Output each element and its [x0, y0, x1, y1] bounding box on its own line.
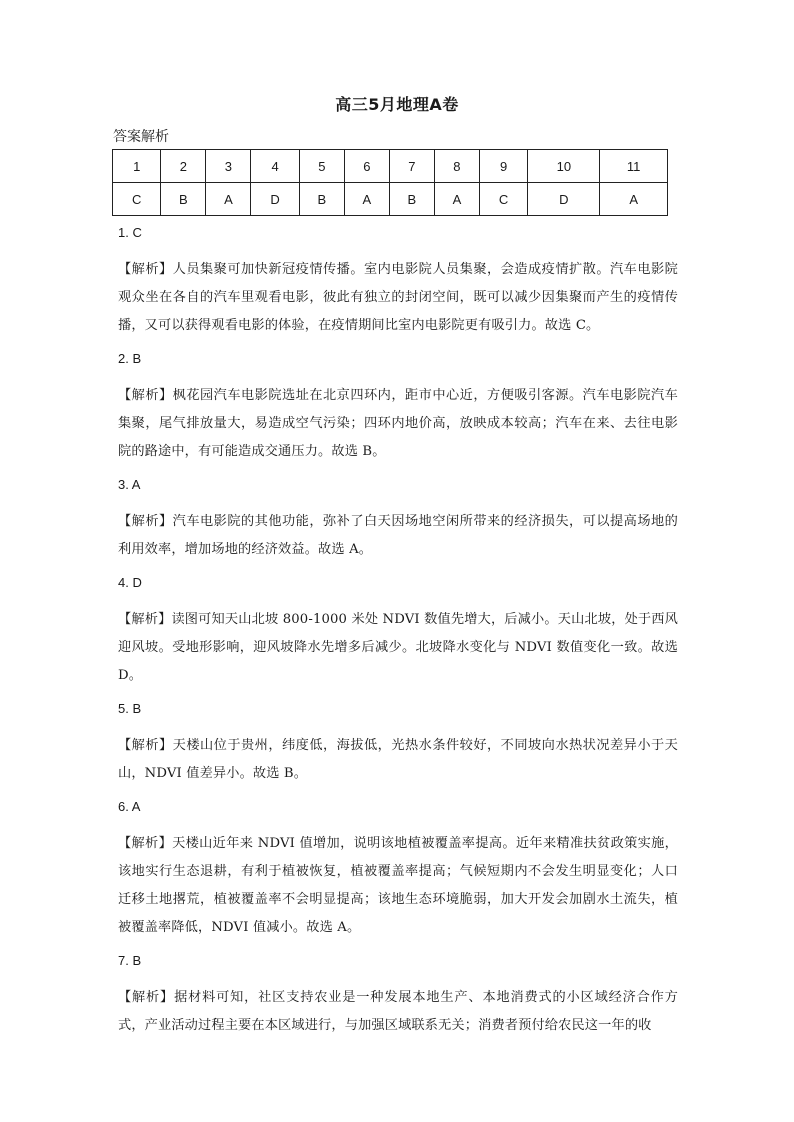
section-subtitle: 答案解析 [113, 129, 169, 145]
question-label: 3. A [118, 477, 141, 492]
question-number-cell: 8 [434, 150, 479, 183]
question-number-cell: 1 [113, 150, 161, 183]
explanations [118, 222, 678, 1048]
question-label: 7. B [118, 953, 142, 968]
question-number-cell: 11 [600, 150, 668, 183]
question-explanation: 【解析】读图可知天山北坡 800-1000 米处 NDVI 数值先增大，后减小。天山北坡，处于西风迎风坡。受地形影响，迎风坡降水先增多后减少。北坡降水变化与 NDVI 数值变化一致。故选 D。 [118, 612, 678, 683]
question-number-cell: 5 [299, 150, 344, 183]
question-number-cell: 9 [479, 150, 527, 183]
question-number-cell: 6 [344, 150, 389, 183]
answer-cell: A [344, 183, 389, 216]
question-explanation: 【解析】天楼山位于贵州，纬度低，海拔低，光热水条件较好，不同坡向水热状况差异小于天山，NDVI 值差异小。故选 B。 [118, 738, 678, 781]
answer-cell: B [299, 183, 344, 216]
answer-cell: A [434, 183, 479, 216]
question-explanation: 【解析】汽车电影院的其他功能，弥补了白天因场地空闲所带来的经济损失，可以提高场地的利用效率，增加场地的经济效益。故选 A。 [118, 514, 678, 557]
question-label: 4. D [118, 575, 142, 590]
answer-cell: B [389, 183, 434, 216]
question-explanation: 【解析】据材料可知，社区支持农业是一种发展本地生产、本地消费式的小区域经济合作方式，产业活动过程主要在本区域进行，与加强区域联系无关；消费者预付给农民这一年的收 [118, 990, 678, 1033]
answer-cell: A [600, 183, 668, 216]
answer-cell: A [206, 183, 251, 216]
answer-table-number-row [113, 150, 668, 183]
question-explanation: 【解析】人员集聚可加快新冠疫情传播。室内电影院人员集聚，会造成疫情扩散。汽车电影院观众坐在各自的汽车里观看电影，彼此有独立的封闭空间，既可以减少因集聚而产生的疫情传播，又可以获得观看电影的体验，在疫情期间比室内电影院更有吸引力。故选 C。 [118, 262, 678, 333]
question-number-cell: 10 [528, 150, 600, 183]
answer-table [112, 149, 668, 216]
answer-cell: C [479, 183, 527, 216]
answer-cell: C [113, 183, 161, 216]
document-title: 高三5月地理A卷 [335, 95, 459, 114]
question-label: 5. B [118, 701, 142, 716]
question-number-cell: 2 [161, 150, 206, 183]
question-label: 2. B [118, 351, 142, 366]
answer-table-answer-row [113, 183, 668, 216]
answer-cell: D [528, 183, 600, 216]
answer-cell: B [161, 183, 206, 216]
answer-cell: D [251, 183, 299, 216]
question-number-cell: 3 [206, 150, 251, 183]
question-label: 1. C [118, 225, 142, 240]
question-label: 6. A [118, 799, 141, 814]
question-number-cell: 4 [251, 150, 299, 183]
question-explanation: 【解析】天楼山近年来 NDVI 值增加，说明该地植被覆盖率提高。近年来精准扶贫政策实施，该地实行生态退耕，有利于植被恢复，植被覆盖率提高；气候短期内不会发生明显变化；人口迁移土地撂荒，植被覆盖率不会明显提高；该地生态环境脆弱，加大开发会加剧水土流失，植被覆盖率降低，NDVI 值减小。故选 A。 [118, 836, 678, 935]
question-explanation: 【解析】枫花园汽车电影院选址在北京四环内，距市中心近，方便吸引客源。汽车电影院汽车集聚，尾气排放量大，易造成空气污染；四环内地价高，放映成本较高；汽车在来、去往电影院的路途中，有可能造成交通压力。故选 B。 [118, 388, 678, 459]
question-number-cell: 7 [389, 150, 434, 183]
